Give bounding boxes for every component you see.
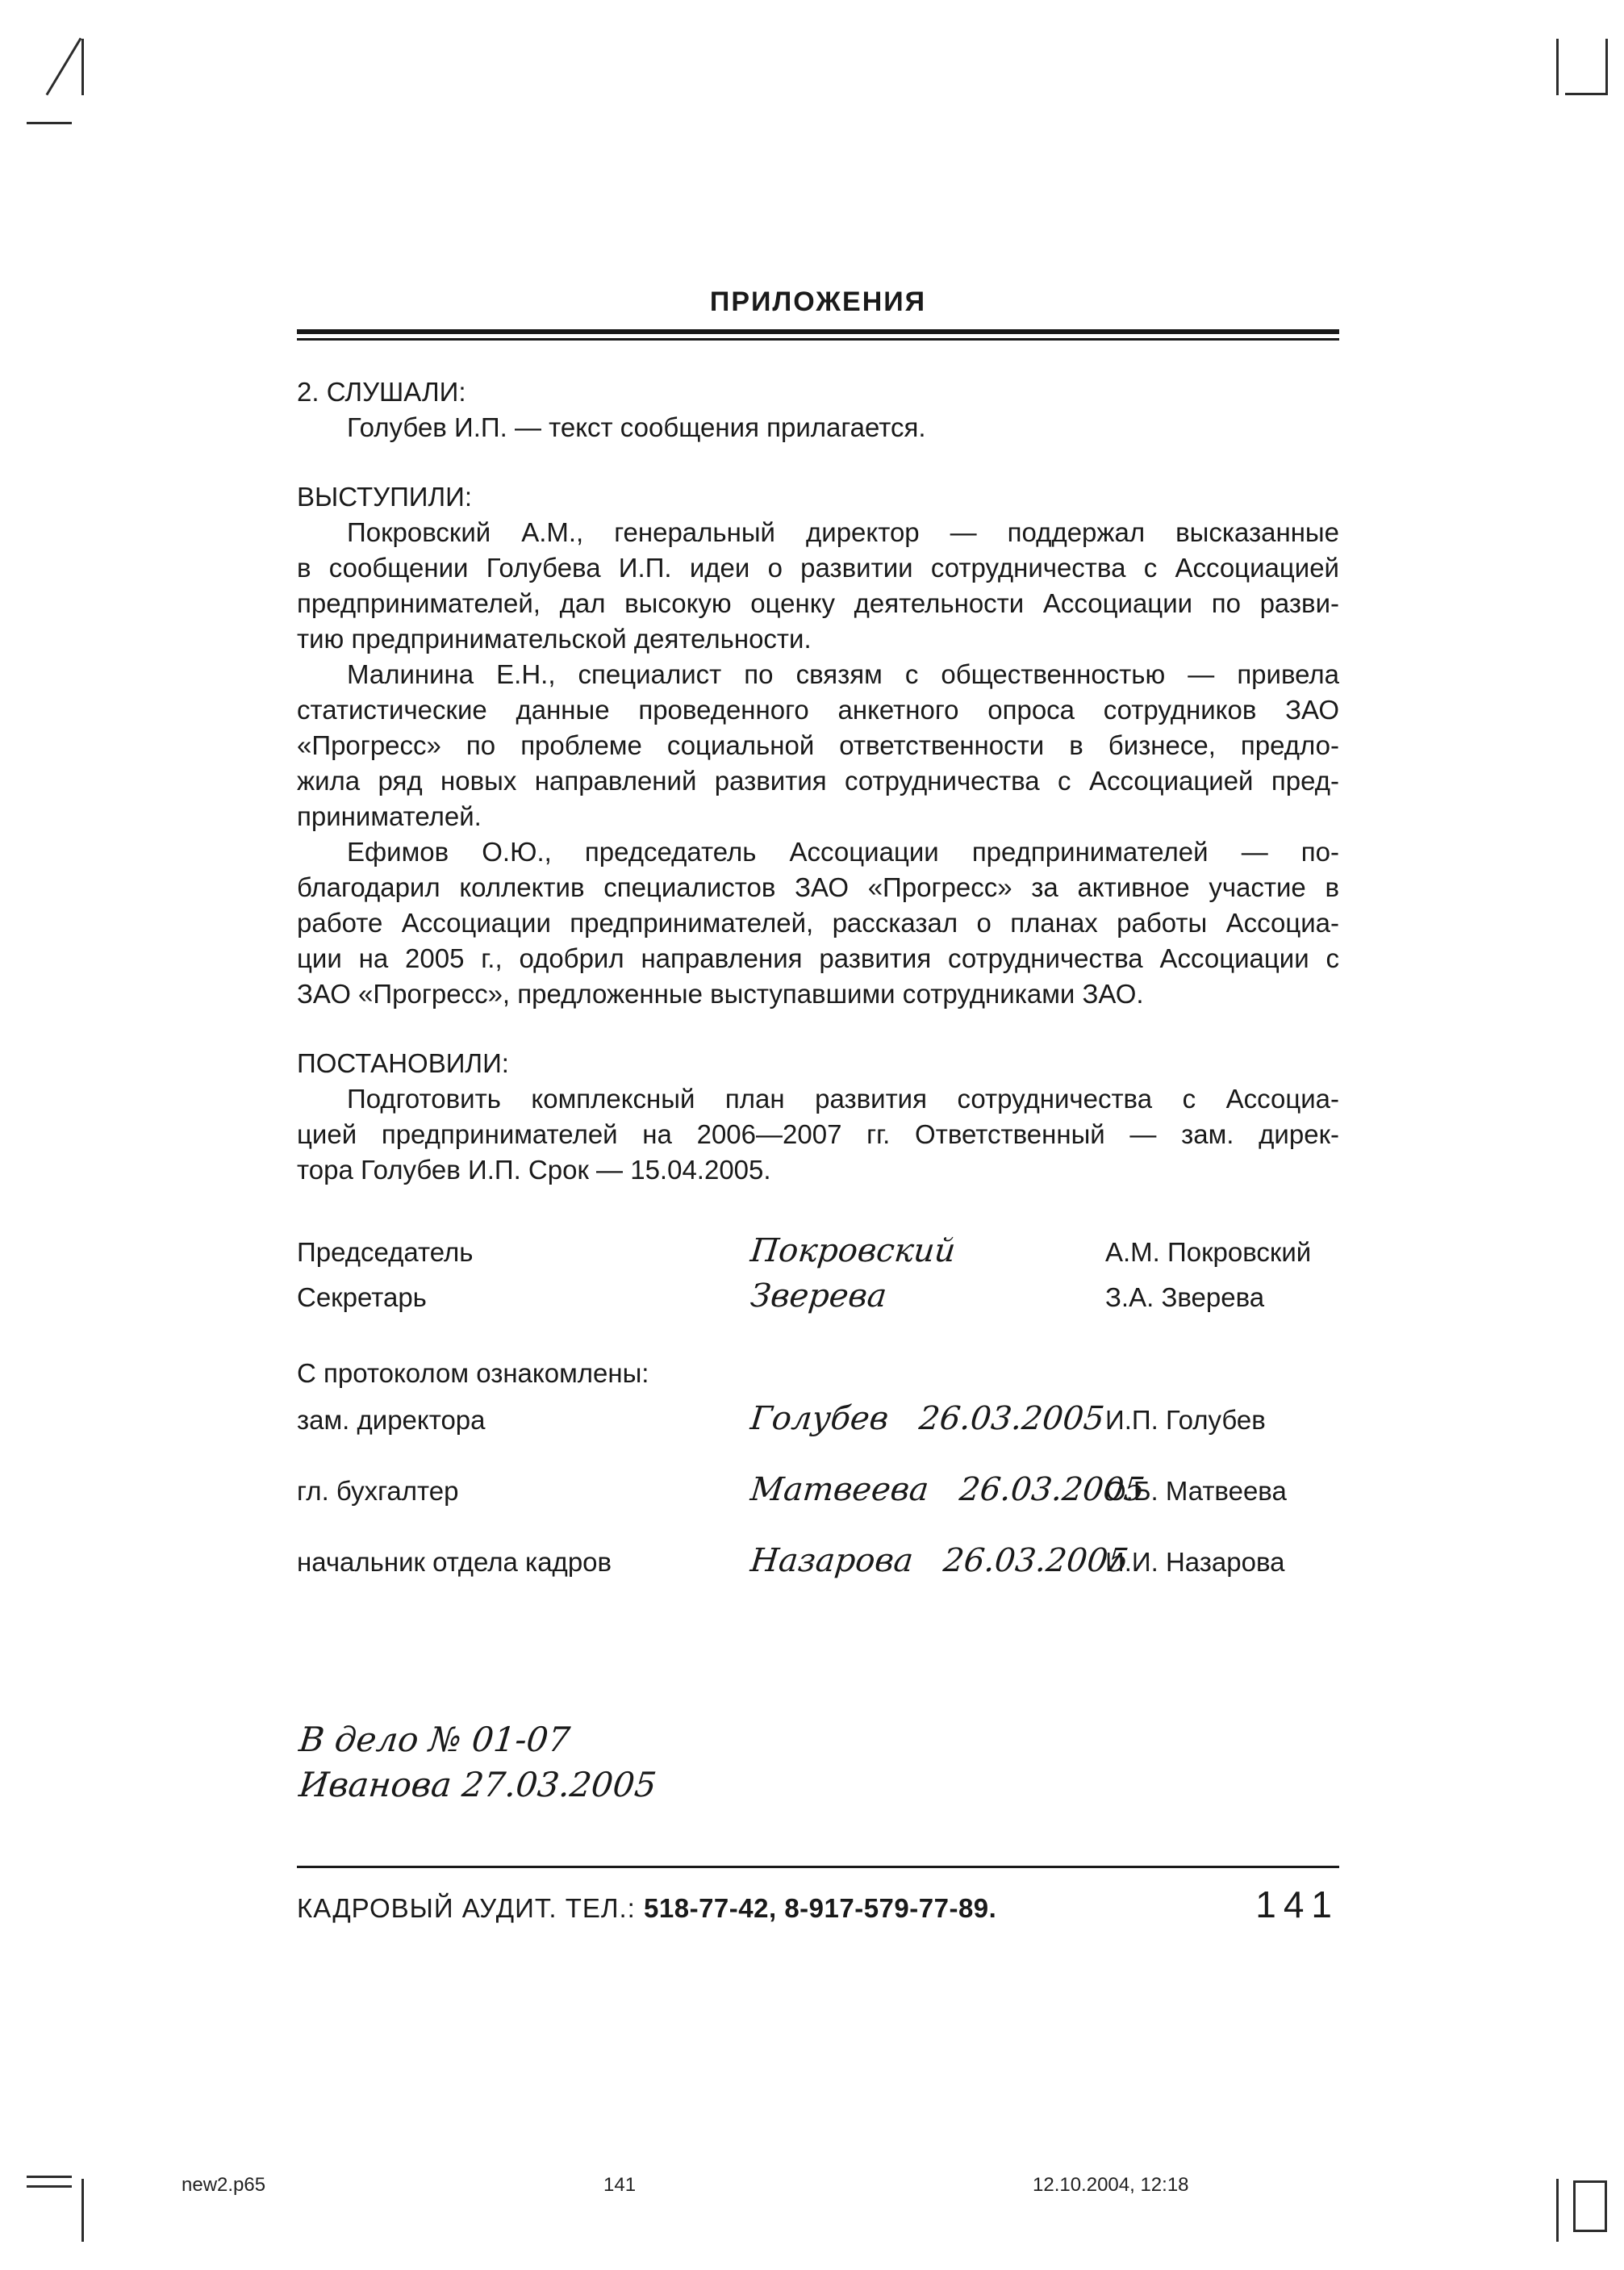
signature-handwriting: Матвеева: [749, 1471, 931, 1508]
heading-slushali: 2. СЛУШАЛИ:: [297, 377, 466, 407]
signature-row-secretary: [297, 1277, 1339, 1315]
crop-mark-top-right-vertical-2: [1605, 39, 1608, 95]
signature-handwriting: Зверева: [749, 1277, 889, 1315]
signature-role: Секретарь: [297, 1282, 427, 1312]
text-line: Малинина Е.Н., специалист по связям с общественностью — привела: [347, 659, 1339, 689]
paragraph-postanovili: [297, 1081, 1339, 1188]
signature-area: [749, 1541, 1131, 1580]
text-line: «Прогресс» по проблеме социальной ответственности в бизнесе, предло-: [297, 730, 1339, 760]
signature-role: гл. бухгалтер: [297, 1476, 459, 1506]
crop-mark-top-left-vertical: [81, 39, 84, 95]
page-number: 141: [1255, 1883, 1339, 1925]
signature-role: Председатель: [297, 1237, 474, 1267]
signature-date-handwriting: 26.03.2005: [941, 1542, 1131, 1579]
signature-handwriting: Покровский: [749, 1232, 958, 1269]
text-line: ЗАО «Прогресс», предложенные выступавшими сотрудниками ЗАО.: [297, 979, 1144, 1009]
text-line: предпринимателей, дал высокую оценку деятельности Ассоциации по разви-: [297, 588, 1339, 618]
title-rule: [297, 329, 1339, 341]
paragraph-pokrovsky: [297, 515, 1339, 657]
heading-postanovili: ПОСТАНОВИЛИ:: [297, 1048, 509, 1078]
footer-phones: 518-77-42, 8-917-579-77-89.: [644, 1893, 997, 1923]
appendix-title: ПРИЛОЖЕНИЯ: [709, 286, 927, 317]
crop-mark-bottom-right-vertical: [1556, 2179, 1559, 2242]
crop-mark-bottom-left-horizontal-2: [27, 2185, 72, 2188]
crop-mark-top-right-vertical-1: [1556, 39, 1559, 95]
signature-printed-name: И.П. Голубев: [1105, 1405, 1266, 1435]
crop-mark-bottom-left-vertical: [81, 2179, 84, 2242]
signature-date-handwriting: 26.03.2005: [957, 1471, 1146, 1508]
signature-handwriting: Назарова: [749, 1542, 916, 1579]
signature-printed-name: О.Б. Матвеева: [1105, 1476, 1287, 1506]
signature-date-handwriting: 26.03.2005: [916, 1400, 1106, 1437]
text-line: Ефимов О.Ю., председатель Ассоциации предпринимателей — по-: [347, 837, 1339, 867]
print-page-number: 141: [603, 2174, 637, 2196]
crop-mark-top-right-horizontal: [1565, 93, 1608, 95]
text-line: ции на 2005 г., одобрил направления развития сотрудничества Ассоциации с: [297, 943, 1339, 973]
signature-area: [749, 1399, 1105, 1438]
slushali-text: Голубев И.П. — текст сообщения прилагается.: [347, 412, 926, 442]
text-line: жила ряд новых направлений развития сотрудничества с Ассоциацией пред-: [297, 766, 1339, 796]
text-line: тора Голубев И.П. Срок — 15.04.2005.: [297, 1155, 771, 1185]
signature-role: зам. директора: [297, 1405, 486, 1435]
print-datetime: 12.10.2004, 12:18: [1033, 2174, 1189, 2196]
footer-label: КАДРОВЫЙ АУДИТ. ТЕЛ.:: [297, 1893, 636, 1923]
crop-mark-top-left-diagonal: [46, 38, 82, 96]
signature-row-hr-head: [297, 1541, 1339, 1580]
filing-note: [297, 1717, 658, 1808]
footer-text: [297, 1893, 996, 1924]
filing-note-line1: В дело № 01-07: [297, 1720, 572, 1759]
page-footer: [297, 1866, 1339, 1926]
ack-heading: С протоколом ознакомлены:: [297, 1358, 649, 1388]
signature-row-chairman: [297, 1231, 1339, 1270]
text-line: тию предпринимательской деятельности.: [297, 624, 812, 654]
crop-mark-bottom-right-box: [1573, 2180, 1607, 2232]
paragraph-efimov: [297, 834, 1339, 1012]
footer-rule: [297, 1866, 1339, 1868]
text-line: Подготовить комплексный план развития сотрудничества с Ассоциа-: [347, 1084, 1339, 1114]
print-file-name: new2.p65: [182, 2174, 266, 2196]
crop-mark-top-left-horizontal: [27, 122, 72, 124]
page-content: [297, 284, 1339, 1580]
signature-printed-name: З.А. Зверева: [1105, 1282, 1265, 1312]
signature-printed-name: И.И. Назарова: [1105, 1547, 1285, 1577]
paragraph-malinina: [297, 657, 1339, 834]
text-line: Покровский А.М., генеральный директор — поддержал высказанные: [347, 517, 1339, 547]
signature-handwriting: Голубев: [749, 1400, 891, 1437]
footer-line: [297, 1883, 1339, 1926]
text-line: в сообщении Голубева И.П. идеи о развитии сотрудничества с Ассоциацией: [297, 553, 1339, 583]
heading-vystupili: ВЫСТУПИЛИ:: [297, 482, 473, 512]
signature-role: начальник отдела кадров: [297, 1547, 612, 1577]
text-line: благодарил коллектив специалистов ЗАО «Прогресс» за активное участие в: [297, 872, 1339, 902]
text-line: статистические данные проведенного анкетного опроса сотрудников ЗАО: [297, 695, 1339, 725]
signature-row-chief-accountant: [297, 1470, 1339, 1509]
filing-note-line2: Иванова 27.03.2005: [297, 1765, 658, 1804]
signature-area: [749, 1277, 1105, 1315]
signature-area: [749, 1470, 1146, 1509]
signature-area: [749, 1231, 1105, 1270]
text-line: принимателей.: [297, 801, 482, 831]
text-line: работе Ассоциации предпринимателей, рассказал о планах работы Ассоциа-: [297, 908, 1339, 938]
text-line: цией предпринимателей на 2006—2007 гг. Ответственный — зам. дирек-: [297, 1119, 1339, 1149]
crop-mark-bottom-left-horizontal-1: [27, 2176, 72, 2178]
signature-block: [297, 1231, 1339, 1580]
signature-printed-name: А.М. Покровский: [1105, 1237, 1312, 1267]
signature-row-deputy-director: [297, 1399, 1339, 1438]
